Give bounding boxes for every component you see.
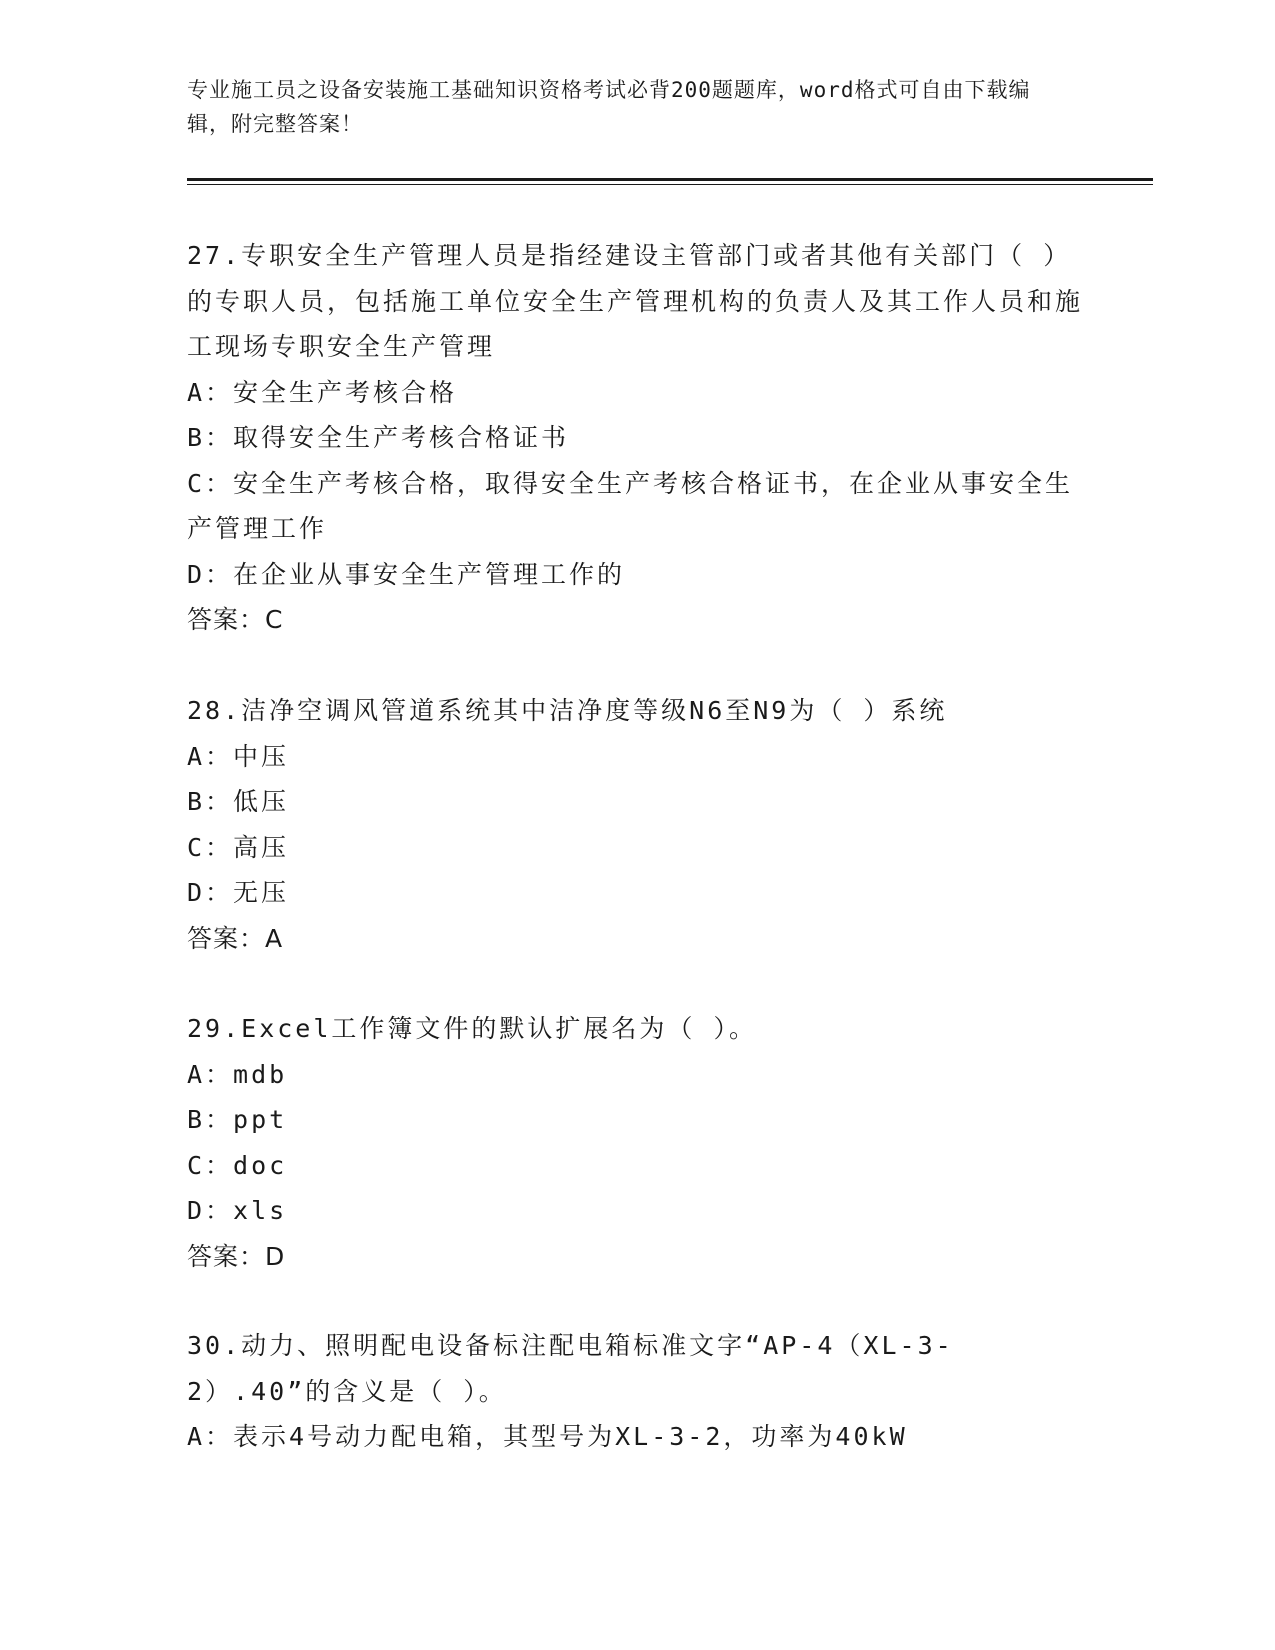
header-divider-thick <box>187 178 1153 181</box>
option-b: B：取得安全生产考核合格证书 <box>187 423 570 452</box>
question-28 <box>187 688 1087 961</box>
header-note: 专业施工员之设备安装施工基础知识资格考试必背200题题库，word格式可自由下载编辑，附完整答案！ <box>187 78 1031 136</box>
option-a: A：中压 <box>187 741 290 771</box>
option-c: C：安全生产考核合格，取得安全生产考核合格证书，在企业从事安全生产管理工作 <box>187 468 1074 543</box>
option-b: B：低压 <box>187 787 290 816</box>
answer-line: 答案：D <box>187 1241 286 1271</box>
question-30 <box>187 1323 1087 1460</box>
question-stem: 27.专职安全生产管理人员是指经建设主管部门或者其他有关部门（ ）的专职人员，包括施工单位安全生产管理机构的负责人及其工作人员和施工现场专职安全生产管理 <box>187 241 1084 361</box>
question-stem: 30.动力、照明配电设备标注配电箱标准文字“AP-4（XL-3-2）.40”的含义是（ ）。 <box>187 1331 954 1406</box>
option-d: D：xls <box>187 1196 288 1225</box>
option-b: B：ppt <box>187 1105 288 1134</box>
option-a: A：mdb <box>187 1059 288 1089</box>
question-27 <box>187 233 1087 643</box>
option-d: D：无压 <box>187 878 290 907</box>
question-stem: 29.Excel工作簿文件的默认扩展名为（ ）。 <box>187 1014 757 1043</box>
question-29 <box>187 1006 1087 1279</box>
answer-line: 答案：C <box>187 605 284 634</box>
option-d: D：在企业从事安全生产管理工作的 <box>187 559 626 589</box>
option-c: C：高压 <box>187 832 290 862</box>
question-stem: 28.洁净空调风管道系统其中洁净度等级N6至N9为（ ）系统 <box>187 696 948 725</box>
option-a: A：安全生产考核合格 <box>187 377 458 407</box>
answer-line: 答案：A <box>187 923 284 953</box>
option-a: A：表示4号动力配电箱，其型号为XL-3-2，功率为40kW <box>187 1422 908 1451</box>
option-c: C：doc <box>187 1150 288 1180</box>
header-divider-thin <box>187 184 1153 185</box>
